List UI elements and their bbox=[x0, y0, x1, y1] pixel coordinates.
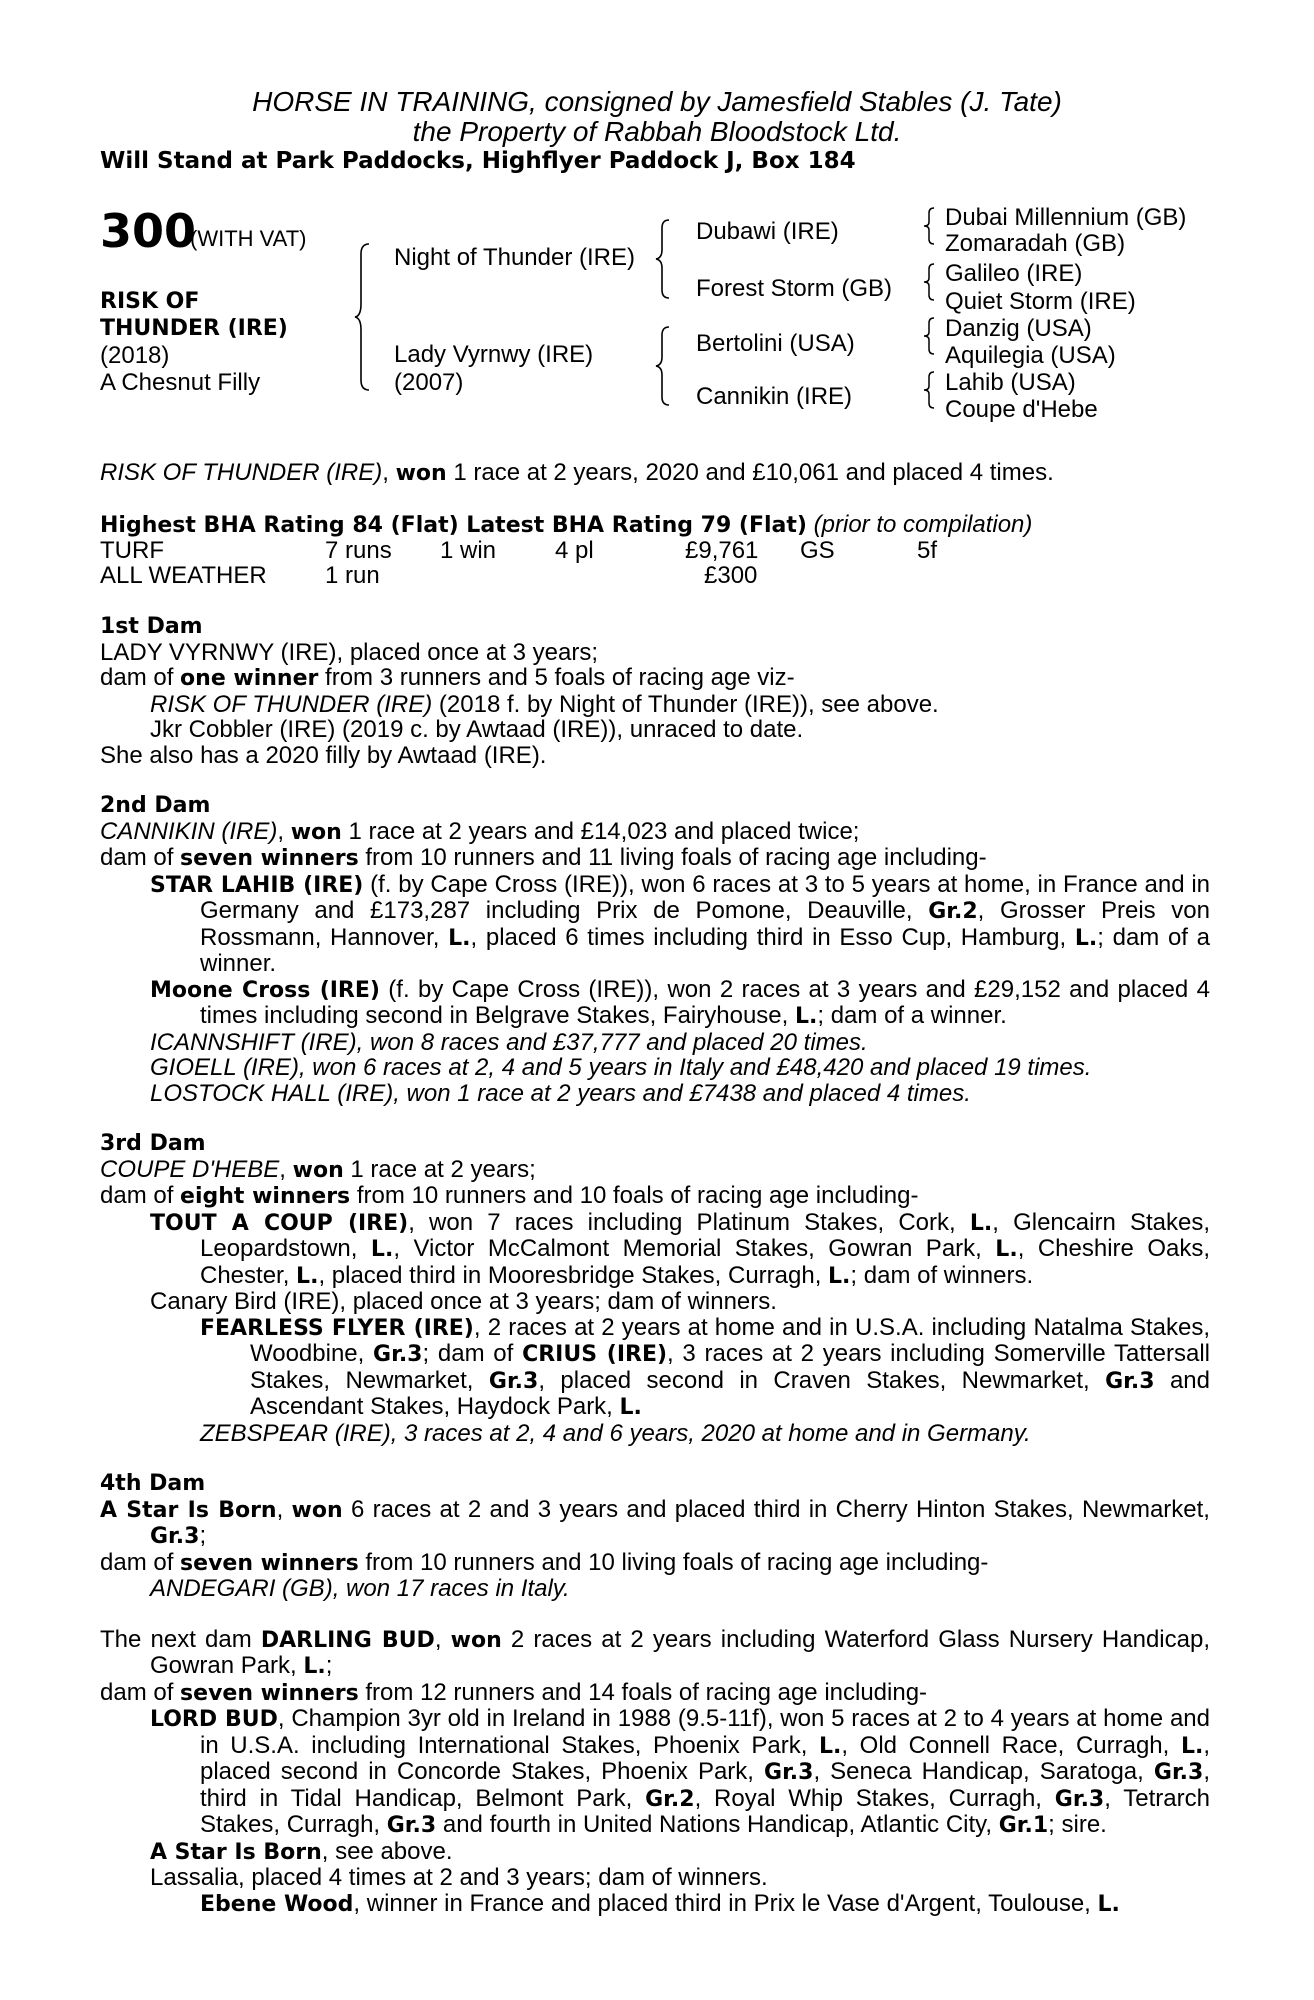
horse-name-line1: RISK OF bbox=[100, 289, 200, 314]
ebene-wood-entry: Ebene Wood, winner in France and placed third in Prix le Vase d'Argent, Toulouse, L. bbox=[200, 1889, 1120, 1917]
stats-turf-runs: 7 runs bbox=[325, 537, 392, 564]
second-dam-heading: 2nd Dam bbox=[100, 793, 211, 818]
race-stats-table bbox=[100, 538, 1210, 589]
first-dam-heading: 1st Dam bbox=[100, 614, 203, 639]
stats-turf-going: GS bbox=[800, 537, 835, 564]
header-consignor: HORSE IN TRAINING, consigned by Jamesfield Stables (J. Tate) bbox=[252, 86, 1062, 117]
second-dam-produce: dam of seven winners from 10 runners and 11 living foals of racing age including- bbox=[100, 844, 987, 871]
pedigree-dss: Danzig (USA) bbox=[945, 315, 1092, 342]
canary-bird-entry: Canary Bird (IRE), placed once at 3 years; dam of winners. bbox=[150, 1288, 777, 1315]
third-dam-line: COUPE D'HEBE, won 1 race at 2 years; bbox=[100, 1155, 536, 1183]
pedigree-brace-4 bbox=[922, 206, 938, 246]
stats-turf-distance: 5f bbox=[917, 537, 938, 564]
tout-a-coup-entry: TOUT A COUP (IRE), won 7 races including Platinum Stakes, Cork, L., Glencairn Stakes, Leopardstown, L., Victor McCalmont Memorial Stakes, Gowran Park, L., Cheshire Oaks, Chester, L., placed third in Mooresbridge Stakes, Curragh, L.; dam of winners. bbox=[150, 1208, 1211, 1289]
first-dam-foal-2: Jkr Cobbler (IRE) (2019 c. by Awtaad (IRE)), unraced to date. bbox=[150, 716, 804, 743]
pedigree-sire-dam: Forest Storm (GB) bbox=[696, 275, 893, 302]
pedigree-brace-5 bbox=[922, 262, 938, 302]
star-lahib-entry: STAR LAHIB (IRE) (f. by Cape Cross (IRE)), won 6 races at 3 to 5 years at home, in France and in Germany and £173,287 including Prix de Pomone, Deauville, Gr.2, Grosser Preis von Rossmann, Hannover, L., placed 6 times including third in Esso Cup, Hamburg, L.; dam of a winner. bbox=[150, 870, 1211, 977]
icannshift-entry: ICANNSHIFT (IRE), won 8 races and £37,777 and placed 20 times. bbox=[150, 1028, 868, 1056]
third-dam-produce: dam of eight winners from 10 runners and 10 foals of racing age including- bbox=[100, 1182, 919, 1209]
horse-name-line2: THUNDER (IRE) bbox=[100, 316, 288, 341]
stats-aw-earnings: £300 bbox=[704, 562, 758, 589]
header-property: the Property of Rabbah Bloodstock Ltd. bbox=[412, 116, 902, 147]
pedigree-dam-sire: Bertolini (USA) bbox=[696, 330, 855, 357]
moone-cross-entry: Moone Cross (IRE) (f. by Cape Cross (IRE)), won 2 races at 3 years and £29,152 and placed 4 times including second in Belgrave Stakes, Fairyhouse, L.; dam of a winner. bbox=[150, 975, 1210, 1029]
lostock-hall-entry: LOSTOCK HALL (IRE), won 1 race at 2 years and £7438 and placed 4 times. bbox=[150, 1079, 971, 1107]
stats-turf-wins: 1 win bbox=[440, 537, 497, 564]
pedigree-brace-2 bbox=[655, 218, 675, 300]
second-dam-line: CANNIKIN (IRE), won 1 race at 2 years and £14,023 and placed twice; bbox=[100, 817, 860, 845]
next-dam-line: The next dam DARLING BUD, won 2 races at 2 years including Waterford Glass Nursery Handicap, Gowran Park, L.; bbox=[100, 1625, 1211, 1679]
pedigree-dam-year: (2007) bbox=[394, 369, 464, 396]
gioell-entry: GIOELL (IRE), won 6 races at 2, 4 and 5 years in Italy and £48,420 and placed 19 times. bbox=[150, 1054, 1092, 1081]
stats-turf-surface: TURF bbox=[100, 537, 164, 564]
pedigree-dam: Lady Vyrnwy (IRE) bbox=[394, 341, 594, 368]
pedigree-dds: Lahib (USA) bbox=[945, 369, 1076, 396]
pedigree-sdd: Quiet Storm (IRE) bbox=[945, 288, 1136, 315]
bha-rating: Highest BHA Rating 84 (Flat) Latest BHA Rating 79 (Flat) (prior to compilation) bbox=[100, 510, 1033, 538]
first-dam-foal-1: RISK OF THUNDER (IRE) (2018 f. by Night of Thunder (IRE)), see above. bbox=[150, 690, 939, 718]
horse-description: A Chesnut Filly bbox=[100, 369, 261, 396]
lot-vat: (WITH VAT) bbox=[190, 226, 307, 251]
first-dam-produce: dam of one winner from 3 runners and 5 foals of racing age viz- bbox=[100, 664, 795, 691]
race-summary: RISK OF THUNDER (IRE), won 1 race at 2 years, 2020 and £10,061 and placed 4 times. bbox=[100, 459, 1054, 486]
pedigree-dsd: Aquilegia (USA) bbox=[945, 342, 1116, 369]
third-dam-heading: 3rd Dam bbox=[100, 1131, 206, 1156]
lord-bud-entry: LORD BUD, Champion 3yr old in Ireland in 1988 (9.5-11f), won 5 races at 2 to 4 years at home and in U.S.A. including International Stakes, Phoenix Park, L., Old Connell Race, Curragh, L., placed second in Concorde Stakes, Phoenix Park, Gr.3, Seneca Handicap, Saratoga, Gr.3, third in Tidal Handicap, Belmont Park, Gr.2, Royal Whip Stakes, Curragh, Gr.3, Tetrarch Stakes, Curragh, Gr.3 and fourth in United Nations Handicap, Atlantic City, Gr.1; sire. bbox=[150, 1705, 1211, 1838]
next-dam-produce: dam of seven winners from 12 runners and 14 foals of racing age including- bbox=[100, 1678, 928, 1706]
zebspear-entry: ZEBSPEAR (IRE), 3 races at 2, 4 and 6 years, 2020 at home and in Germany. bbox=[200, 1419, 1031, 1447]
header-location: Will Stand at Park Paddocks, Highflyer Paddock J, Box 184 bbox=[100, 148, 856, 174]
lot-number: 300 bbox=[100, 204, 197, 258]
catalogue-body bbox=[100, 460, 1210, 1917]
first-dam-note: She also has a 2020 filly by Awtaad (IRE). bbox=[100, 741, 547, 769]
pedigree-brace-6 bbox=[922, 316, 938, 356]
fourth-dam-heading: 4th Dam bbox=[100, 1471, 206, 1496]
pedigree-sss: Dubai Millennium (GB) bbox=[945, 204, 1187, 231]
horse-identity bbox=[100, 288, 288, 396]
stats-turf-earnings: £9,761 bbox=[685, 537, 759, 564]
a-star-is-born-entry: A Star Is Born, see above. bbox=[150, 1837, 453, 1865]
fourth-dam-line: A Star Is Born, won 6 races at 2 and 3 years and placed third in Cherry Hinton Stakes, Newmarket, Gr.3; bbox=[100, 1495, 1210, 1549]
pedigree-brace-3 bbox=[655, 325, 675, 407]
pedigree-dam-dam: Cannikin (IRE) bbox=[696, 383, 853, 410]
andegari-entry: ANDEGARI (GB), won 17 races in Italy. bbox=[150, 1575, 570, 1602]
pedigree-ssd: Zomaradah (GB) bbox=[945, 230, 1126, 257]
first-dam-line: LADY VYRNWY (IRE), placed once at 3 years; bbox=[100, 638, 598, 666]
pedigree-sire-sire: Dubawi (IRE) bbox=[696, 218, 839, 245]
pedigree-sds: Galileo (IRE) bbox=[945, 260, 1083, 287]
stats-aw-surface: ALL WEATHER bbox=[100, 562, 267, 589]
pedigree-ddd: Coupe d'Hebe bbox=[945, 396, 1098, 423]
stats-aw-runs: 1 run bbox=[325, 562, 380, 589]
horse-year: (2018) bbox=[100, 342, 170, 369]
fearless-flyer-entry: FEARLESS FLYER (IRE), 2 races at 2 years at home and in U.S.A. including Natalma Stakes, Woodbine, Gr.3; dam of CRIUS (IRE), 3 races at 2 years including Somerville Tattersall Stakes, Newmarket, Gr.3, placed second in Craven Stakes, Newmarket, Gr.3 and Ascendant Stakes, Haydock Park, L. bbox=[200, 1313, 1211, 1420]
fourth-dam-produce: dam of seven winners from 10 runners and 10 living foals of racing age including- bbox=[100, 1548, 989, 1576]
stats-turf-placed: 4 pl bbox=[555, 537, 594, 564]
lassalia-entry: Lassalia, placed 4 times at 2 and 3 years; dam of winners. bbox=[150, 1864, 768, 1891]
pedigree-brace-1 bbox=[355, 242, 375, 392]
pedigree-brace-7 bbox=[922, 370, 938, 410]
pedigree-sire: Night of Thunder (IRE) bbox=[394, 244, 635, 271]
